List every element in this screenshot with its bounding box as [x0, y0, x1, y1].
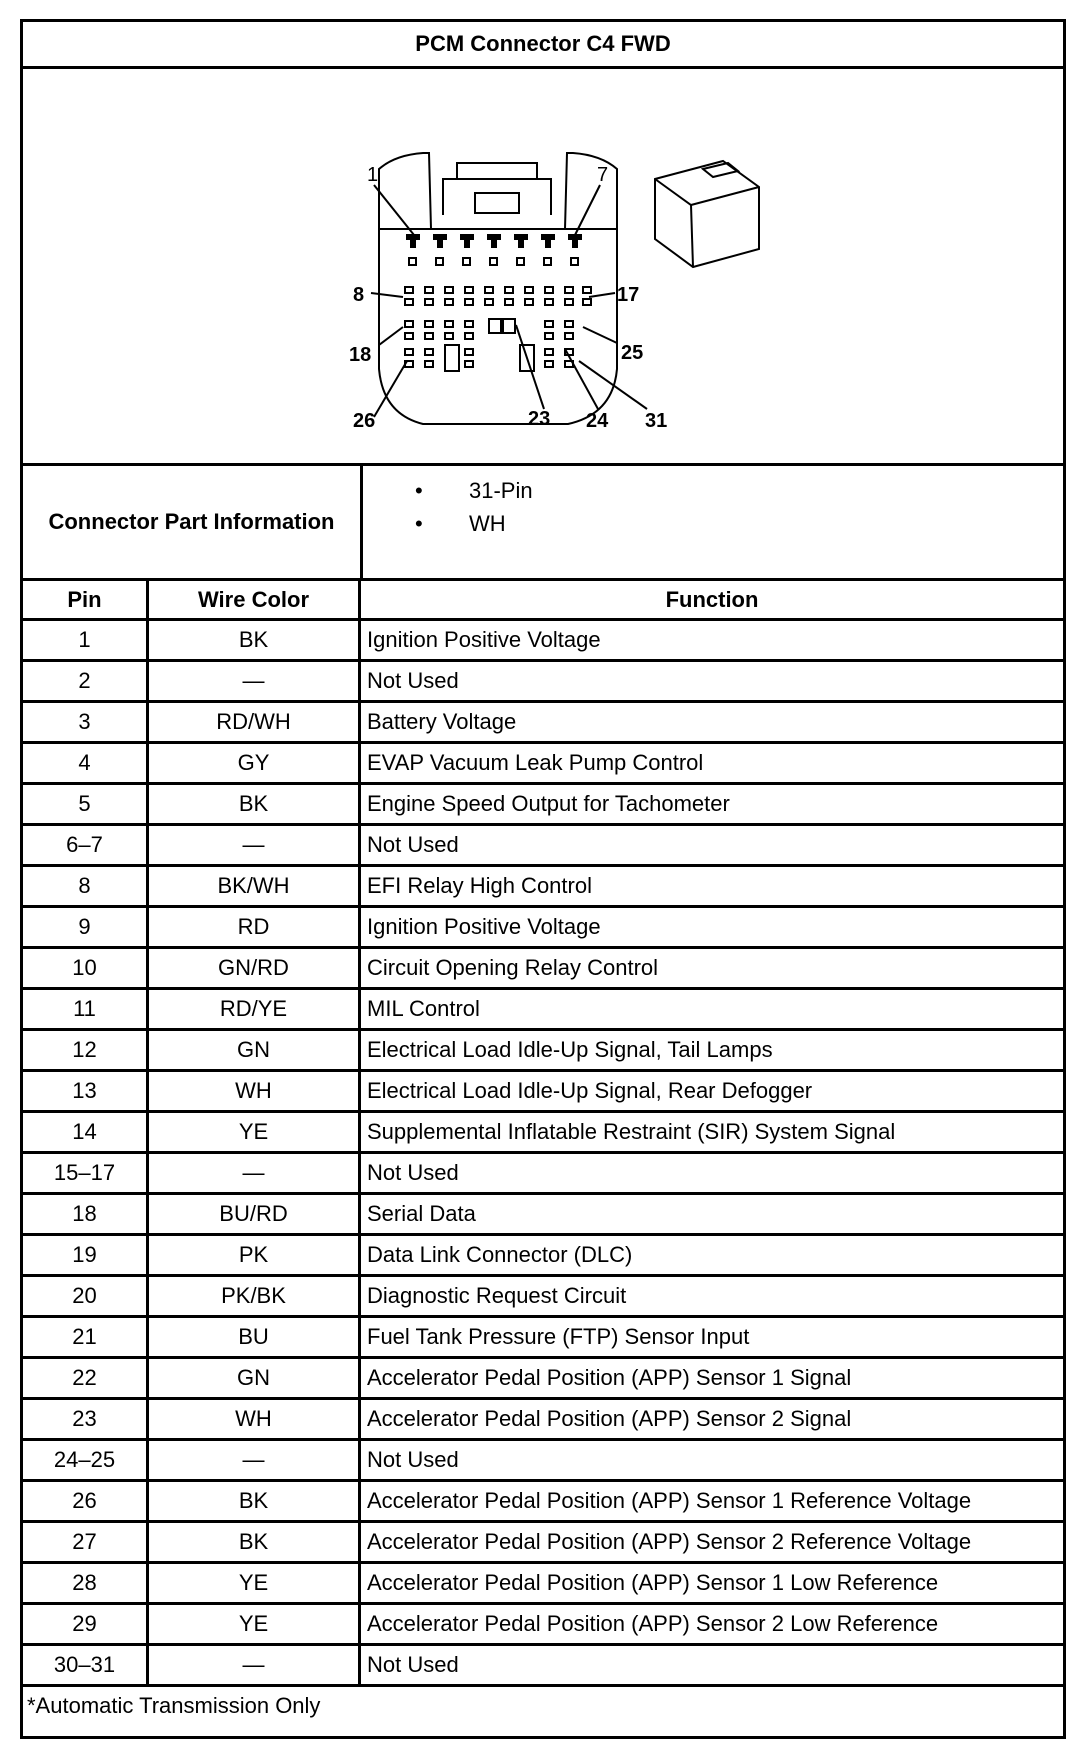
table-row: [23, 1071, 1063, 1112]
wire-color-cell: —: [148, 1645, 360, 1686]
table-row: [23, 907, 1063, 948]
pin-cell: 15–17: [23, 1153, 148, 1194]
pin-cell: 22: [23, 1358, 148, 1399]
table-row: [23, 784, 1063, 825]
function-cell: Diagnostic Request Circuit: [360, 1276, 1064, 1317]
wire-color-cell: BK: [148, 784, 360, 825]
wire-color-cell: YE: [148, 1112, 360, 1153]
wire-color-cell: —: [148, 1440, 360, 1481]
table-row: [23, 743, 1063, 784]
wire-color-cell: PK/BK: [148, 1276, 360, 1317]
wire-color-cell: BK/WH: [148, 866, 360, 907]
pin-cell: 21: [23, 1317, 148, 1358]
pin-cell: 3: [23, 702, 148, 743]
function-cell: MIL Control: [360, 989, 1064, 1030]
function-cell: Battery Voltage: [360, 702, 1064, 743]
pin-cell: 29: [23, 1604, 148, 1645]
table-row: [23, 1440, 1063, 1481]
table-row: [23, 1399, 1063, 1440]
connector-diagram: [23, 69, 1063, 466]
header-pin: Pin: [23, 581, 148, 620]
pin-cell: 26: [23, 1481, 148, 1522]
part-info-item: • WH: [415, 507, 1063, 540]
pin-cell: 1: [23, 620, 148, 661]
table-row: [23, 702, 1063, 743]
function-cell: Fuel Tank Pressure (FTP) Sensor Input: [360, 1317, 1064, 1358]
wire-color-cell: PK: [148, 1235, 360, 1276]
table-row: [23, 1645, 1063, 1686]
function-cell: Engine Speed Output for Tachometer: [360, 784, 1064, 825]
pin-cell: 27: [23, 1522, 148, 1563]
callout-24: 24: [586, 410, 609, 432]
pin-cell: 4: [23, 743, 148, 784]
function-cell: Accelerator Pedal Position (APP) Sensor 1 Signal: [360, 1358, 1064, 1399]
function-cell: Serial Data: [360, 1194, 1064, 1235]
table-header-row: [23, 581, 1063, 620]
wire-color-cell: RD/YE: [148, 989, 360, 1030]
wire-color-cell: RD/WH: [148, 702, 360, 743]
function-cell: Accelerator Pedal Position (APP) Sensor 2 Signal: [360, 1399, 1064, 1440]
table-row: [23, 620, 1063, 661]
pin-cell: 18: [23, 1194, 148, 1235]
wire-color-cell: GN: [148, 1358, 360, 1399]
wire-color-cell: GY: [148, 743, 360, 784]
connector-face-drawing: [23, 69, 1063, 463]
function-cell: Circuit Opening Relay Control: [360, 948, 1064, 989]
part-info-values: [363, 466, 1063, 578]
function-cell: Ignition Positive Voltage: [360, 907, 1064, 948]
wire-color-cell: BU: [148, 1317, 360, 1358]
table-row: [23, 1317, 1063, 1358]
table-row: [23, 866, 1063, 907]
function-cell: Not Used: [360, 1440, 1064, 1481]
function-cell: Not Used: [360, 1153, 1064, 1194]
wire-color-cell: BK: [148, 1522, 360, 1563]
function-cell: Ignition Positive Voltage: [360, 620, 1064, 661]
pin-cell: 12: [23, 1030, 148, 1071]
wire-color-cell: GN/RD: [148, 948, 360, 989]
callout-7: 7: [597, 164, 609, 186]
wire-color-cell: WH: [148, 1071, 360, 1112]
table-row: [23, 1522, 1063, 1563]
wire-color-cell: —: [148, 661, 360, 702]
table-row: [23, 1481, 1063, 1522]
pin-cell: 23: [23, 1399, 148, 1440]
pin-cell: 14: [23, 1112, 148, 1153]
table-row: [23, 1276, 1063, 1317]
pin-cell: 9: [23, 907, 148, 948]
function-cell: EVAP Vacuum Leak Pump Control: [360, 743, 1064, 784]
wire-color-cell: GN: [148, 1030, 360, 1071]
footnote: *Automatic Transmission Only: [27, 1692, 321, 1718]
wire-color-cell: WH: [148, 1399, 360, 1440]
table-row: [23, 1194, 1063, 1235]
function-cell: Electrical Load Idle-Up Signal, Rear Defogger: [360, 1071, 1064, 1112]
connector-sheet: [20, 19, 1066, 1739]
pin-cell: 10: [23, 948, 148, 989]
table-row: [23, 948, 1063, 989]
callout-17: 17: [617, 284, 640, 306]
callout-23: 23: [528, 408, 551, 430]
callout-25: 25: [621, 342, 644, 364]
table-row: [23, 989, 1063, 1030]
header-wire-color: Wire Color: [148, 581, 360, 620]
table-row: [23, 1563, 1063, 1604]
function-cell: Accelerator Pedal Position (APP) Sensor 2 Reference Voltage: [360, 1522, 1064, 1563]
wire-color-cell: YE: [148, 1604, 360, 1645]
wire-color-cell: BK: [148, 1481, 360, 1522]
callout-1: 1: [367, 164, 379, 186]
table-row: [23, 1604, 1063, 1645]
table-row: [23, 661, 1063, 702]
pin-cell: 2: [23, 661, 148, 702]
pin-cell: 24–25: [23, 1440, 148, 1481]
function-cell: Supplemental Inflatable Restraint (SIR) System Signal: [360, 1112, 1064, 1153]
function-cell: Data Link Connector (DLC): [360, 1235, 1064, 1276]
table-row: [23, 1235, 1063, 1276]
page-title: PCM Connector C4 FWD: [23, 22, 1063, 69]
pin-cell: 8: [23, 866, 148, 907]
wire-color-cell: —: [148, 1153, 360, 1194]
pin-cell: 28: [23, 1563, 148, 1604]
pin-cell: 30–31: [23, 1645, 148, 1686]
wire-color-cell: —: [148, 825, 360, 866]
function-cell: Not Used: [360, 825, 1064, 866]
callout-8: 8: [353, 284, 365, 306]
part-info-label: Connector Part Information: [23, 466, 363, 578]
function-cell: Accelerator Pedal Position (APP) Sensor 1 Reference Voltage: [360, 1481, 1064, 1522]
connector-part-information: [23, 466, 1063, 581]
pin-cell: 5: [23, 784, 148, 825]
pin-cell: 13: [23, 1071, 148, 1112]
table-row: [23, 1112, 1063, 1153]
function-cell: Electrical Load Idle-Up Signal, Tail Lamps: [360, 1030, 1064, 1071]
wire-color-cell: YE: [148, 1563, 360, 1604]
pin-cell: 6–7: [23, 825, 148, 866]
function-cell: Accelerator Pedal Position (APP) Sensor 1 Low Reference: [360, 1563, 1064, 1604]
wire-color-cell: RD: [148, 907, 360, 948]
callout-31: 31: [645, 410, 668, 432]
function-cell: Not Used: [360, 661, 1064, 702]
table-row: [23, 825, 1063, 866]
pinout-table: [23, 581, 1063, 1687]
table-row: [23, 1358, 1063, 1399]
pin-cell: 20: [23, 1276, 148, 1317]
wire-color-cell: BU/RD: [148, 1194, 360, 1235]
pin-cell: 11: [23, 989, 148, 1030]
callout-26: 26: [353, 410, 376, 432]
table-row: [23, 1153, 1063, 1194]
part-info-item: • 31-Pin: [415, 474, 1063, 507]
function-cell: Accelerator Pedal Position (APP) Sensor 2 Low Reference: [360, 1604, 1064, 1645]
function-cell: EFI Relay High Control: [360, 866, 1064, 907]
table-row: [23, 1030, 1063, 1071]
function-cell: Not Used: [360, 1645, 1064, 1686]
callout-18: 18: [349, 344, 372, 366]
pin-cell: 19: [23, 1235, 148, 1276]
wire-color-cell: BK: [148, 620, 360, 661]
header-function: Function: [360, 581, 1064, 620]
pinout-rows: [23, 620, 1063, 1686]
